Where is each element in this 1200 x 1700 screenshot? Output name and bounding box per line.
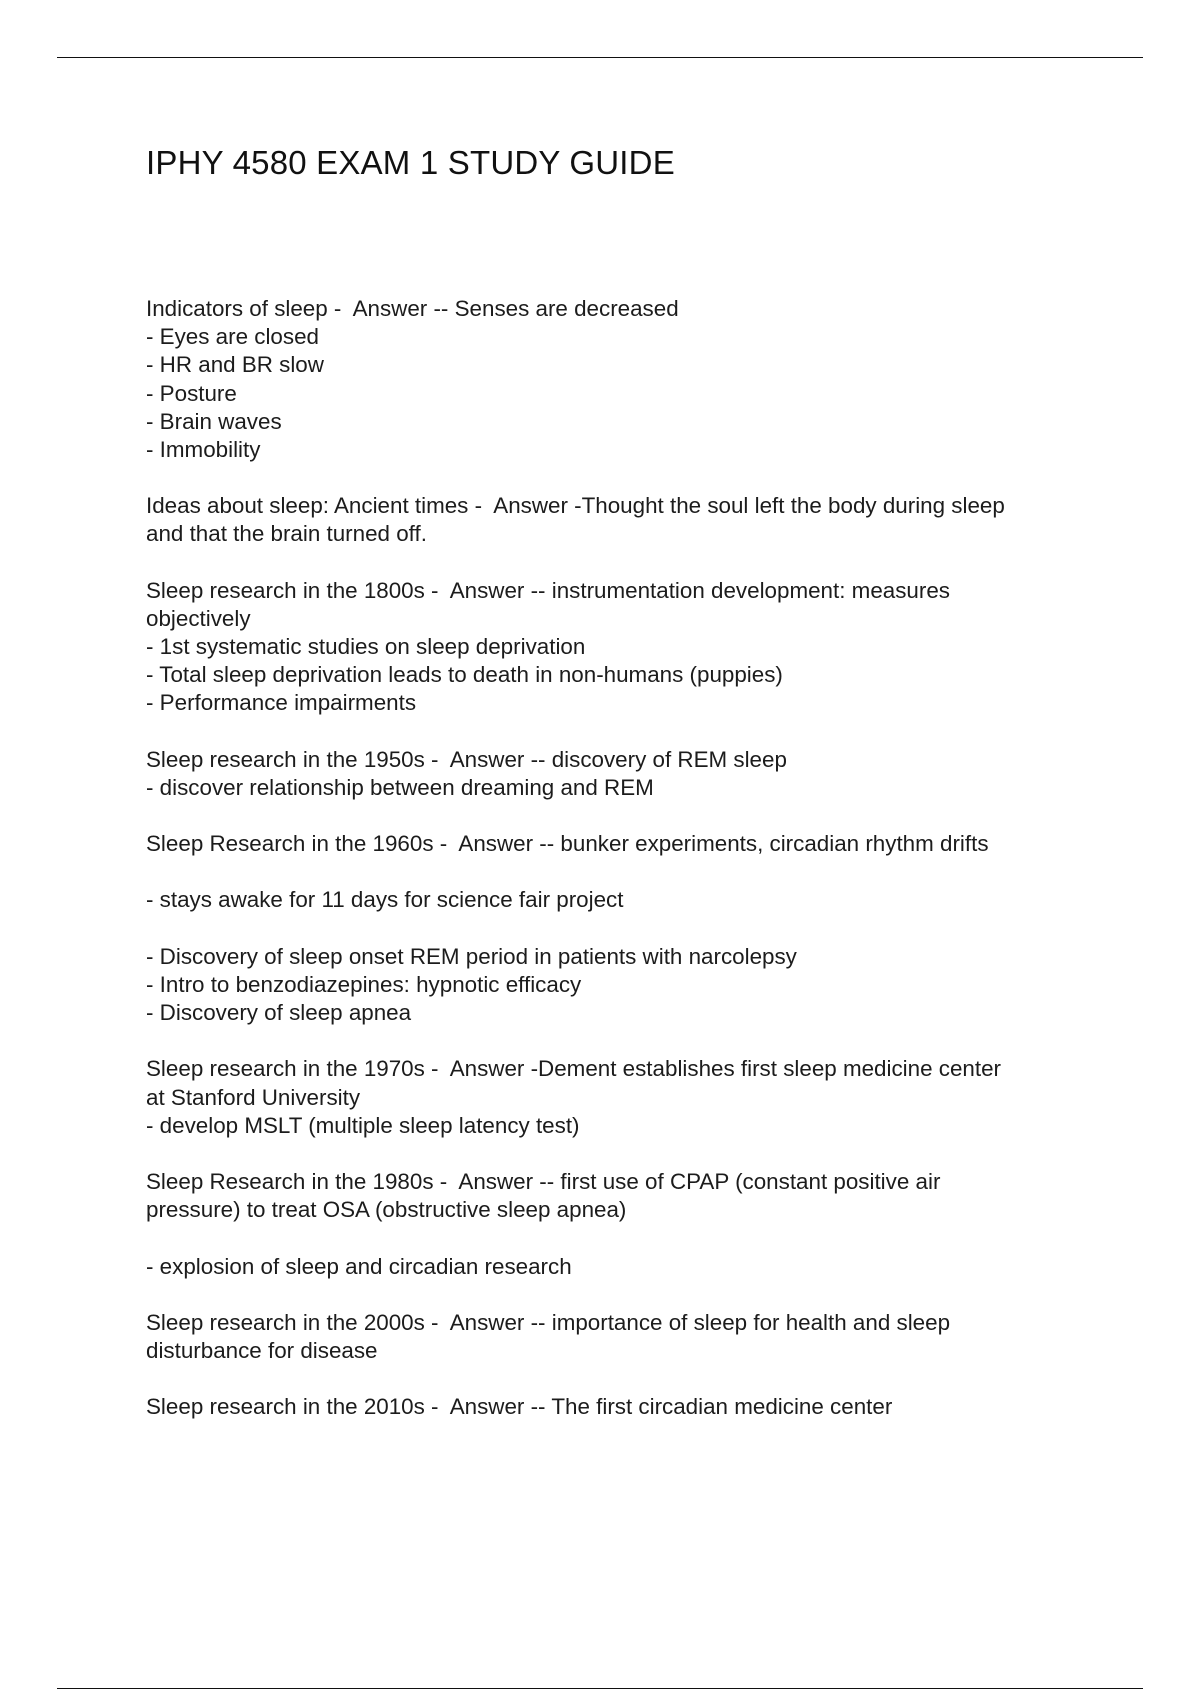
qa-entry (146, 492, 1086, 548)
entry-question-line: Sleep Research in the 1980s - Answer -- first use of CPAP (constant positive air (146, 1169, 941, 1195)
entry-text-line: - Intro to benzodiazepines: hypnotic efficacy (146, 972, 582, 998)
page-title: IPHY 4580 EXAM 1 STUDY GUIDE (146, 144, 675, 181)
blank-line (146, 858, 1086, 886)
entry-text-line: at Stanford University (146, 1084, 361, 1110)
blank-line (146, 915, 1086, 943)
entry-text-line: - Brain waves (146, 408, 282, 434)
qa-entry (146, 830, 1086, 1027)
entry-question-line: Sleep research in the 2010s - Answer -- The first circadian medicine center (146, 1394, 893, 1420)
entry-text-line: - Posture (146, 380, 237, 406)
top-divider (57, 57, 1143, 58)
entry-text-line: - Total sleep deprivation leads to death in non-humans (puppies) (146, 662, 783, 688)
qa-entry (146, 746, 1086, 802)
entry-question-line: Sleep Research in the 1960s - Answer -- bunker experiments, circadian rhythm drifts (146, 831, 989, 857)
qa-entry (146, 577, 1086, 718)
entry-question-line: Indicators of sleep - Answer -- Senses are decreased (146, 296, 679, 321)
entry-question-line: Ideas about sleep: Ancient times - Answer -Thought the soul left the body during sleep (146, 493, 1005, 519)
entry-text-line: - Performance impairments (146, 690, 417, 716)
qa-entry (146, 1055, 1086, 1140)
entry-text-line: - Eyes are closed (146, 324, 319, 350)
entry-question-line: Sleep research in the 1970s - Answer -Dement establishes first sleep medicine center (146, 1056, 1001, 1082)
entry-text-line: - Discovery of sleep apnea (146, 1000, 412, 1026)
entry-question-line: Sleep research in the 2000s - Answer -- importance of sleep for health and sleep (146, 1309, 951, 1335)
blank-line (146, 1224, 1086, 1252)
study-guide-content (146, 295, 1086, 1449)
qa-entry (146, 1393, 1086, 1421)
qa-entry (146, 1309, 1086, 1365)
entry-text-line: - 1st systematic studies on sleep deprivation (146, 634, 586, 660)
entry-text-line: objectively (146, 605, 251, 631)
entry-text-line: - explosion of sleep and circadian research (146, 1253, 572, 1279)
entry-text-line: pressure) to treat OSA (obstructive sleep apnea) (146, 1197, 627, 1223)
entry-text-line: - HR and BR slow (146, 352, 324, 378)
entry-question-line: Sleep research in the 1950s - Answer -- discovery of REM sleep (146, 746, 787, 772)
entry-question-line: Sleep research in the 1800s - Answer -- instrumentation development: measures (146, 577, 950, 603)
entry-text-line: - stays awake for 11 days for science fair project (146, 887, 624, 913)
entry-text-line: - discover relationship between dreaming and REM (146, 774, 654, 800)
bottom-divider (57, 1688, 1143, 1689)
entry-text-line: - develop MSLT (multiple sleep latency test) (146, 1112, 580, 1138)
qa-entry (146, 1168, 1086, 1281)
entry-text-line: - Discovery of sleep onset REM period in patients with narcolepsy (146, 943, 797, 969)
entry-text-line: and that the brain turned off. (146, 521, 427, 547)
qa-entry (146, 295, 1086, 464)
entry-text-line: - Immobility (146, 437, 261, 463)
entry-text-line: disturbance for disease (146, 1338, 378, 1364)
